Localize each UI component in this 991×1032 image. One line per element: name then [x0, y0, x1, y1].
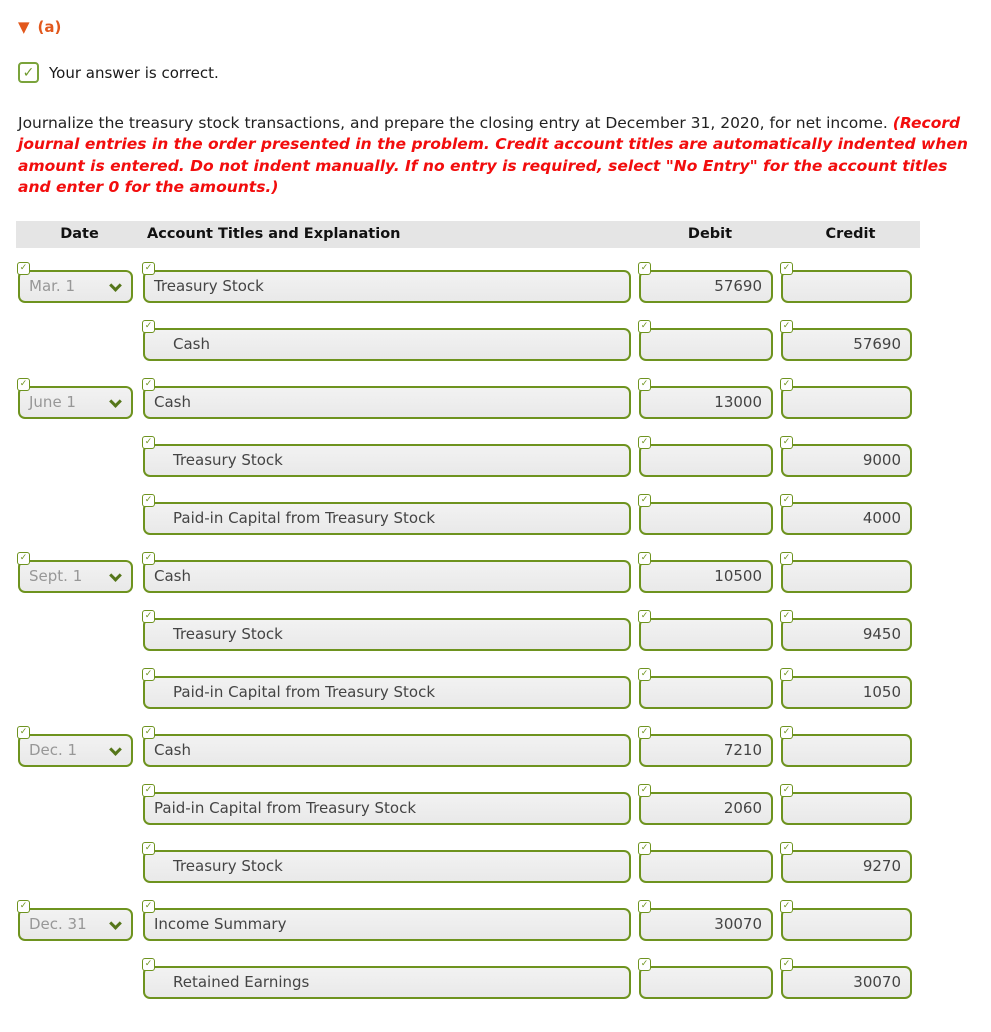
debit-input-value: 10500	[714, 567, 762, 585]
correct-text: Your answer is correct.	[49, 63, 219, 82]
date-cell	[16, 954, 143, 1012]
date-cell	[16, 838, 143, 896]
debit-input[interactable]	[639, 553, 773, 593]
debit-cell	[639, 780, 781, 838]
field-correct-check-icon: ✓	[142, 436, 155, 449]
account-cell	[143, 896, 639, 954]
credit-cell	[781, 606, 920, 664]
credit-input-value: 30070	[853, 973, 901, 991]
field-correct-check-icon: ✓	[638, 552, 651, 565]
credit-input-value: 57690	[853, 335, 901, 353]
account-title-input[interactable]	[143, 843, 631, 883]
account-cell	[143, 432, 639, 490]
debit-cell	[639, 606, 781, 664]
date-cell	[16, 896, 143, 954]
credit-input-value: 4000	[862, 509, 901, 527]
journal-row	[16, 374, 920, 432]
credit-cell	[781, 954, 920, 1012]
debit-input[interactable]	[639, 611, 773, 651]
field-correct-check-icon: ✓	[638, 378, 651, 391]
account-title-input-value: Cash	[154, 393, 191, 411]
account-title-input[interactable]	[143, 263, 631, 303]
account-title-input-value: Income Summary	[154, 915, 287, 933]
date-select-value: Sept. 1	[29, 567, 83, 585]
debit-cell	[639, 374, 781, 432]
account-title-input[interactable]	[143, 321, 631, 361]
account-cell	[143, 548, 639, 606]
field-correct-check-icon: ✓	[142, 610, 155, 623]
credit-input[interactable]	[781, 379, 912, 419]
field-correct-check-icon: ✓	[142, 958, 155, 971]
credit-input[interactable]	[781, 263, 912, 303]
journal-row	[16, 780, 920, 838]
account-title-input-value: Paid-in Capital from Treasury Stock	[173, 509, 436, 527]
account-title-input-value: Paid-in Capital from Treasury Stock	[173, 683, 436, 701]
field-correct-check-icon: ✓	[142, 668, 155, 681]
account-cell	[143, 316, 639, 374]
chevron-down-icon	[109, 395, 122, 408]
collapse-triangle-icon[interactable]: ▼	[18, 17, 30, 36]
debit-input[interactable]	[639, 959, 773, 999]
account-title-input-value: Treasury Stock	[154, 277, 264, 295]
debit-cell	[639, 664, 781, 722]
debit-input-value: 13000	[714, 393, 762, 411]
account-title-input[interactable]	[143, 959, 631, 999]
account-cell	[143, 606, 639, 664]
credit-input[interactable]	[781, 437, 912, 477]
journal-row	[16, 954, 920, 1012]
field-correct-check-icon: ✓	[142, 378, 155, 391]
journal-rows	[16, 248, 920, 1012]
date-cell	[16, 664, 143, 722]
instructions	[18, 113, 973, 199]
field-correct-check-icon: ✓	[638, 320, 651, 333]
debit-cell	[639, 722, 781, 780]
credit-cell	[781, 548, 920, 606]
header-date: Date	[60, 226, 99, 242]
debit-input[interactable]	[639, 843, 773, 883]
debit-cell	[639, 316, 781, 374]
journal-row	[16, 316, 920, 374]
date-select-value: June 1	[29, 393, 76, 411]
field-correct-check-icon: ✓	[780, 842, 793, 855]
credit-cell	[781, 316, 920, 374]
credit-cell	[781, 432, 920, 490]
credit-input[interactable]	[781, 959, 912, 999]
field-correct-check-icon: ✓	[638, 610, 651, 623]
account-cell	[143, 490, 639, 548]
field-correct-check-icon: ✓	[142, 494, 155, 507]
credit-cell	[781, 258, 920, 316]
credit-cell	[781, 838, 920, 896]
chevron-down-icon	[109, 743, 122, 756]
account-title-input-value: Paid-in Capital from Treasury Stock	[154, 799, 417, 817]
account-title-input[interactable]	[143, 669, 631, 709]
field-correct-check-icon: ✓	[638, 262, 651, 275]
field-correct-check-icon: ✓	[638, 784, 651, 797]
date-select[interactable]	[18, 901, 133, 941]
account-cell	[143, 258, 639, 316]
field-correct-check-icon: ✓	[638, 842, 651, 855]
debit-cell	[639, 432, 781, 490]
credit-input[interactable]	[781, 321, 912, 361]
credit-input-value: 9270	[862, 857, 901, 875]
field-correct-check-icon: ✓	[638, 958, 651, 971]
date-cell	[16, 780, 143, 838]
field-correct-check-icon: ✓	[780, 436, 793, 449]
field-correct-check-icon: ✓	[142, 842, 155, 855]
debit-input[interactable]	[639, 495, 773, 535]
debit-cell	[639, 896, 781, 954]
account-cell	[143, 722, 639, 780]
account-title-input-value: Cash	[173, 335, 210, 353]
field-correct-check-icon: ✓	[780, 668, 793, 681]
field-correct-check-icon: ✓	[142, 262, 155, 275]
journal-row	[16, 896, 920, 954]
credit-input[interactable]	[781, 785, 912, 825]
field-correct-check-icon: ✓	[638, 436, 651, 449]
section-header	[18, 18, 975, 36]
date-select-value: Mar. 1	[29, 277, 76, 295]
debit-input[interactable]	[639, 901, 773, 941]
correct-banner	[18, 62, 975, 83]
field-correct-check-icon: ✓	[142, 900, 155, 913]
credit-input[interactable]	[781, 843, 912, 883]
correct-checkbox-icon: ✓	[18, 62, 39, 83]
credit-input-value: 1050	[862, 683, 901, 701]
debit-cell	[639, 954, 781, 1012]
header-credit: Credit	[825, 226, 876, 242]
account-title-input[interactable]	[143, 495, 631, 535]
journal-row	[16, 490, 920, 548]
account-title-input-value: Treasury Stock	[173, 857, 283, 875]
date-select[interactable]	[18, 379, 133, 419]
field-correct-check-icon: ✓	[638, 494, 651, 507]
account-title-input-value: Treasury Stock	[173, 625, 283, 643]
header-account: Account Titles and Explanation	[147, 226, 401, 242]
date-select[interactable]	[18, 263, 133, 303]
debit-input[interactable]	[639, 727, 773, 767]
date-select-value: Dec. 31	[29, 915, 87, 933]
account-title-input[interactable]	[143, 379, 631, 419]
credit-input-value: 9450	[862, 625, 901, 643]
field-correct-check-icon: ✓	[780, 552, 793, 565]
field-correct-check-icon: ✓	[638, 900, 651, 913]
account-title-input[interactable]	[143, 901, 631, 941]
date-select[interactable]	[18, 727, 133, 767]
account-cell	[143, 838, 639, 896]
debit-input-value: 57690	[714, 277, 762, 295]
instruction-main: Journalize the treasury stock transactions, and prepare the closing entry at December 31, 2020, for net income.	[18, 114, 893, 132]
credit-input[interactable]	[781, 611, 912, 651]
account-title-input[interactable]	[143, 727, 631, 767]
field-correct-check-icon: ✓	[142, 726, 155, 739]
debit-input[interactable]	[639, 379, 773, 419]
date-cell	[16, 374, 143, 432]
date-cell	[16, 548, 143, 606]
credit-input[interactable]	[781, 727, 912, 767]
field-correct-check-icon: ✓	[17, 262, 30, 275]
credit-cell	[781, 780, 920, 838]
date-cell	[16, 722, 143, 780]
credit-cell	[781, 896, 920, 954]
credit-input[interactable]	[781, 901, 912, 941]
field-correct-check-icon: ✓	[780, 494, 793, 507]
debit-input-value: 2060	[723, 799, 762, 817]
debit-input[interactable]	[639, 785, 773, 825]
field-correct-check-icon: ✓	[780, 784, 793, 797]
journal-row	[16, 722, 920, 780]
field-correct-check-icon: ✓	[17, 378, 30, 391]
field-correct-check-icon: ✓	[780, 900, 793, 913]
debit-input[interactable]	[639, 263, 773, 303]
credit-input[interactable]	[781, 669, 912, 709]
account-cell	[143, 780, 639, 838]
field-correct-check-icon: ✓	[638, 726, 651, 739]
chevron-down-icon	[109, 279, 122, 292]
journal-row	[16, 664, 920, 722]
debit-input[interactable]	[639, 669, 773, 709]
field-correct-check-icon: ✓	[142, 552, 155, 565]
field-correct-check-icon: ✓	[780, 262, 793, 275]
date-select-value: Dec. 1	[29, 741, 78, 759]
account-cell	[143, 374, 639, 432]
credit-input-value: 9000	[862, 451, 901, 469]
field-correct-check-icon: ✓	[780, 378, 793, 391]
header-debit: Debit	[687, 226, 733, 242]
account-cell	[143, 954, 639, 1012]
date-cell	[16, 258, 143, 316]
chevron-down-icon	[109, 917, 122, 930]
account-title-input[interactable]	[143, 611, 631, 651]
debit-cell	[639, 548, 781, 606]
credit-cell	[781, 490, 920, 548]
account-title-input[interactable]	[143, 785, 631, 825]
field-correct-check-icon: ✓	[780, 958, 793, 971]
account-title-input[interactable]	[143, 437, 631, 477]
field-correct-check-icon: ✓	[780, 726, 793, 739]
field-correct-check-icon: ✓	[142, 784, 155, 797]
debit-input[interactable]	[639, 321, 773, 361]
journal-entry-table	[16, 221, 920, 1012]
debit-cell	[639, 838, 781, 896]
debit-input[interactable]	[639, 437, 773, 477]
field-correct-check-icon: ✓	[17, 552, 30, 565]
field-correct-check-icon: ✓	[17, 726, 30, 739]
debit-cell	[639, 490, 781, 548]
field-correct-check-icon: ✓	[780, 610, 793, 623]
field-correct-check-icon: ✓	[780, 320, 793, 333]
account-title-input-value: Cash	[154, 741, 191, 759]
account-cell	[143, 664, 639, 722]
credit-input[interactable]	[781, 495, 912, 535]
credit-cell	[781, 664, 920, 722]
chevron-down-icon	[109, 569, 122, 582]
date-cell	[16, 316, 143, 374]
date-cell	[16, 606, 143, 664]
instruction-emphasis: (Record journal entries in the order presented in the problem. Credit account titles are automatically indented when amount is entered. Do not indent manually. If no entry is required, select "No Entry" for the account titles and enter 0 for the amounts.)	[18, 114, 968, 197]
journal-row	[16, 606, 920, 664]
table-header-row	[16, 221, 920, 248]
account-title-input-value: Cash	[154, 567, 191, 585]
field-correct-check-icon: ✓	[638, 668, 651, 681]
date-cell	[16, 490, 143, 548]
date-select[interactable]	[18, 553, 133, 593]
debit-input-value: 30070	[714, 915, 762, 933]
date-cell	[16, 432, 143, 490]
account-title-input[interactable]	[143, 553, 631, 593]
account-title-input-value: Treasury Stock	[173, 451, 283, 469]
credit-cell	[781, 722, 920, 780]
field-correct-check-icon: ✓	[142, 320, 155, 333]
debit-input-value: 7210	[723, 741, 762, 759]
field-correct-check-icon: ✓	[17, 900, 30, 913]
debit-cell	[639, 258, 781, 316]
journal-row	[16, 838, 920, 896]
journal-row	[16, 548, 920, 606]
credit-input[interactable]	[781, 553, 912, 593]
journal-row	[16, 258, 920, 316]
journal-row	[16, 432, 920, 490]
part-label: (a)	[37, 18, 62, 36]
credit-cell	[781, 374, 920, 432]
account-title-input-value: Retained Earnings	[173, 973, 310, 991]
